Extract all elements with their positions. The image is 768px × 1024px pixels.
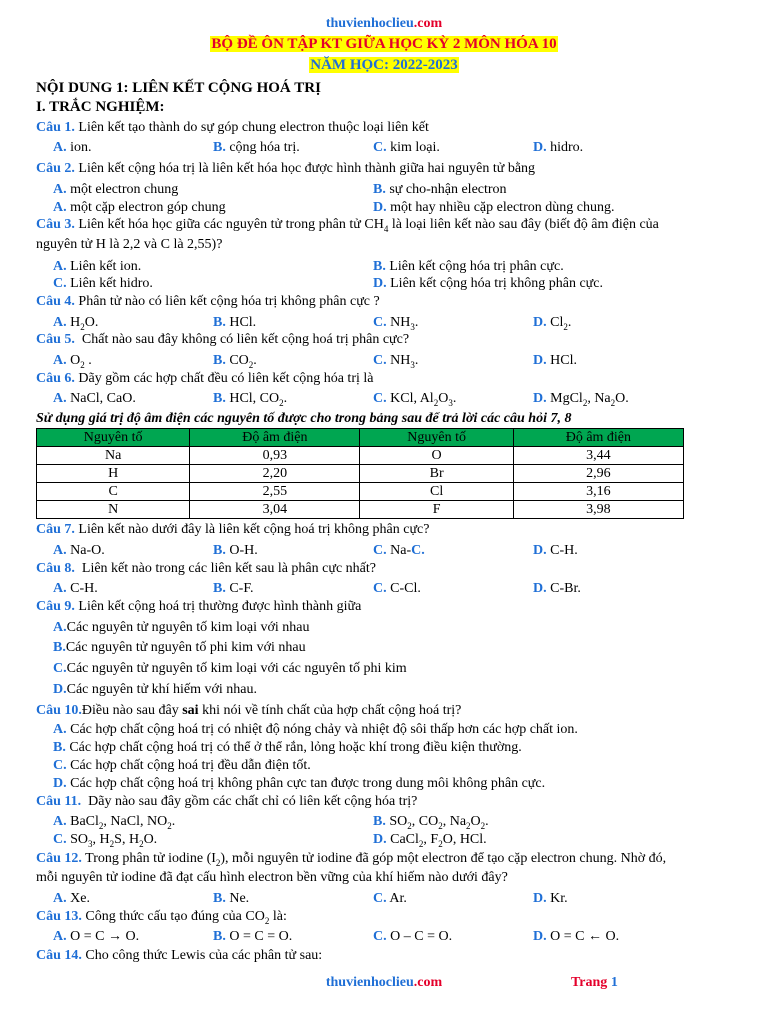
q6-option-d[interactable]: D. MgCl$_2$, $Na_2O$. bbox=[533, 391, 629, 408]
q8-option-d[interactable]: D. C-Br. bbox=[533, 581, 581, 596]
q8-option-c[interactable]: C. C-Cl. bbox=[373, 581, 421, 596]
q9-option-b[interactable]: B.Các nguyên tử nguyên tố phi kim với nhau bbox=[53, 640, 306, 655]
q10-option-d[interactable]: D. Các hợp chất cộng hoá trị không phân cực tan được trong dung môi không phân cực. bbox=[53, 776, 546, 791]
question-5: Câu 5. Chất nào sau đây không có liên kết cộng hoá trị phân cực? bbox=[36, 332, 410, 347]
table-cell: Br bbox=[360, 465, 513, 483]
q12-option-d[interactable]: D. Kr. bbox=[533, 891, 568, 906]
q3-option-c[interactable]: C. Liên kết hidro. bbox=[53, 276, 153, 291]
q3-option-d[interactable]: D. Liên kết cộng hóa trị không phân cực. bbox=[373, 276, 603, 291]
q4-option-c[interactable]: C. $NH_3$. bbox=[373, 315, 419, 332]
table-cell: H bbox=[37, 465, 190, 483]
q7-option-a[interactable]: A. Na-O. bbox=[53, 543, 105, 558]
question-14: Câu 14. Cho công thức Lewis của các phân tử sau: bbox=[36, 948, 323, 963]
site-name: thuvienhoclieu.com bbox=[325, 16, 443, 31]
table-cell: 3,44 bbox=[513, 447, 683, 465]
q11-option-c[interactable]: C. $SO_3$, $H_2S$, $H_2O$. bbox=[53, 832, 158, 849]
q12-option-c[interactable]: C. Ar. bbox=[373, 891, 407, 906]
question-4: Câu 4. Phân tử nào có liên kết cộng hóa trị không phân cực ? bbox=[36, 294, 380, 309]
table-row bbox=[37, 465, 684, 483]
q2-option-b[interactable]: B. sự cho-nhận electron bbox=[373, 182, 507, 197]
question-10: Câu 10.Điều nào sau đây sai khi nói về tính chất của hợp chất cộng hoá trị? bbox=[36, 703, 462, 718]
q10-option-c[interactable]: C. Các hợp chất cộng hoá trị đều dẫn điện tốt. bbox=[53, 758, 311, 773]
table-header-row bbox=[37, 429, 684, 447]
electronegativity-table bbox=[36, 428, 684, 519]
table-header: Nguyên tố bbox=[37, 429, 190, 447]
table-header: Độ âm điện bbox=[190, 429, 360, 447]
q10-option-a[interactable]: A. Các hợp chất cộng hoá trị có nhiệt độ nóng chảy và nhiệt độ sôi thấp hơn các hợp chất ion. bbox=[53, 722, 578, 737]
table-row bbox=[37, 447, 684, 465]
q12-option-a[interactable]: A. Xe. bbox=[53, 891, 90, 906]
q6-option-c[interactable]: C. KCl, $Al_2O_3$. bbox=[373, 391, 457, 408]
q2-option-d[interactable]: D. một hay nhiều cặp electron dùng chung. bbox=[373, 200, 615, 215]
question-8: Câu 8. Liên kết nào trong các liên kết sau là phân cực nhất? bbox=[36, 561, 376, 576]
question-7: Câu 7. Liên kết nào dưới đây là liên kết cộng hoá trị không phân cực? bbox=[36, 522, 430, 537]
q11-option-a[interactable]: A. BaCl$_2$, NaCl, $NO_2$. bbox=[53, 814, 176, 831]
question-11: Câu 11. Dãy nào sau đây gồm các chất chỉ có liên kết cộng hóa trị? bbox=[36, 794, 418, 809]
question-2: Câu 2. Liên kết cộng hóa trị là liên kết hóa học được hình thành giữa hai nguyên tử bằng bbox=[36, 161, 536, 176]
q5-option-a[interactable]: A. $O_2$ . bbox=[53, 353, 92, 370]
q13-option-d[interactable]: D. O = C ← O. bbox=[533, 929, 620, 944]
q8-option-a[interactable]: A. C-H. bbox=[53, 581, 98, 596]
q2-option-c[interactable]: A. một cặp electron góp chung bbox=[53, 200, 226, 215]
q9-option-c[interactable]: C.Các nguyên tử nguyên tố kim loại với các nguyên tố phi kim bbox=[53, 661, 407, 676]
document-title: BỘ ĐỀ ÔN TẬP KT GIỮA HỌC KỲ 2 MÔN HÓA 10 bbox=[211, 36, 557, 52]
table-cell: 3,98 bbox=[513, 501, 683, 519]
table-cell: F bbox=[360, 501, 513, 519]
q1-option-c[interactable]: C. kim loại. bbox=[373, 140, 440, 155]
footer-site-name: thuvienhoclieu.com bbox=[325, 975, 443, 990]
q2-option-a[interactable]: A. một electron chung bbox=[53, 182, 179, 197]
q9-option-d[interactable]: D.Các nguyên tử khí hiếm với nhau. bbox=[53, 682, 257, 697]
question-3-cont: nguyên tử H là 2,2 và C là 2,55)? bbox=[36, 237, 223, 252]
q13-option-b[interactable]: B. O = C = O. bbox=[213, 929, 293, 944]
q5-option-c[interactable]: C. $NH_3$. bbox=[373, 353, 419, 370]
table-header: Độ âm điện bbox=[513, 429, 683, 447]
table-cell: 2,55 bbox=[190, 483, 360, 501]
q9-option-a[interactable]: A.Các nguyên tử nguyên tố kim loại với nhau bbox=[53, 620, 310, 635]
q4-option-a[interactable]: A. $H_2O$. bbox=[53, 315, 99, 332]
table-cell: 3,16 bbox=[513, 483, 683, 501]
table-row bbox=[37, 501, 684, 519]
q6-option-a[interactable]: A. NaCl, CaO. bbox=[53, 391, 136, 406]
q1-option-a[interactable]: A. ion. bbox=[53, 140, 92, 155]
q5-option-b[interactable]: B. $CO_2$. bbox=[213, 353, 257, 370]
question-3: Câu 3. Liên kết hóa học giữa các nguyên tử trong phân tử $CH_4$ là loại liên kết nào sau đây (biết độ âm điện của bbox=[36, 217, 659, 234]
question-12: Câu 12. Trong phân tử iodine $(I_2)$, mỗi nguyên tử iodine đã góp một electron để tạo cặp electron chung. Nhờ đó, bbox=[36, 851, 667, 868]
q8-option-b[interactable]: B. C-F. bbox=[213, 581, 254, 596]
q5-option-d[interactable]: D. HCl. bbox=[533, 353, 577, 368]
table-cell: 0,93 bbox=[190, 447, 360, 465]
q1-option-b[interactable]: B. cộng hóa trị. bbox=[213, 140, 300, 155]
q13-option-a[interactable]: A. O = C → O. bbox=[53, 929, 140, 944]
table-cell: 2,96 bbox=[513, 465, 683, 483]
q11-option-d[interactable]: D. CaCl$_2$, $F_2O$, HCl. bbox=[373, 832, 487, 849]
table-cell: C bbox=[37, 483, 190, 501]
table-cell: Cl bbox=[360, 483, 513, 501]
school-year: NĂM HỌC: 2022-2023 bbox=[310, 57, 458, 73]
question-13: Câu 13. Công thức cấu tạo đúng của $CO_2$ là: bbox=[36, 909, 287, 926]
q13-option-c[interactable]: C. O – C = O. bbox=[373, 929, 453, 944]
q6-option-b[interactable]: B. HCl, $CO_2$. bbox=[213, 391, 288, 408]
q7-option-b[interactable]: B. O-H. bbox=[213, 543, 258, 558]
table-intro: Sử dụng giá trị độ âm điện các nguyên tố được cho trong bảng sau để trả lời các câu hỏi 7, 8 bbox=[36, 411, 572, 426]
q3-option-b[interactable]: B. Liên kết cộng hóa trị phân cực. bbox=[373, 259, 564, 274]
q3-option-a[interactable]: A. Liên kết ion. bbox=[53, 259, 142, 274]
question-12-cont: mỗi nguyên tử iodine đã đạt cấu hình electron bền vững của khí hiếm nào dưới đây? bbox=[36, 870, 508, 885]
page-number: Trang 1 bbox=[571, 975, 618, 990]
question-9: Câu 9. Liên kết cộng hoá trị thường được hình thành giữa bbox=[36, 599, 362, 614]
table-cell: 2,20 bbox=[190, 465, 360, 483]
table-row bbox=[37, 483, 684, 501]
q12-option-b[interactable]: B. Ne. bbox=[213, 891, 250, 906]
table-cell: 3,04 bbox=[190, 501, 360, 519]
content-heading: NỘI DUNG 1: LIÊN KẾT CỘNG HOÁ TRỊ bbox=[36, 80, 321, 96]
q7-option-c[interactable]: C. Na-C. bbox=[373, 543, 425, 558]
part-heading: I. TRẮC NGHIỆM: bbox=[36, 99, 165, 115]
question-1: Câu 1. Liên kết tạo thành do sự góp chung electron thuộc loại liên kết bbox=[36, 120, 429, 135]
table-cell: O bbox=[360, 447, 513, 465]
q7-option-d[interactable]: D. C-H. bbox=[533, 543, 578, 558]
q11-option-b[interactable]: B. $SO_2$, $CO_2$, $Na_2O_2$. bbox=[373, 814, 489, 831]
table-cell: Na bbox=[37, 447, 190, 465]
q4-option-d[interactable]: D. $Cl_2$. bbox=[533, 315, 572, 332]
table-header: Nguyên tố bbox=[360, 429, 513, 447]
q10-option-b[interactable]: B. Các hợp chất cộng hoá trị có thể ở thể rắn, lỏng hoặc khí trong điều kiện thường. bbox=[53, 740, 522, 755]
q1-option-d[interactable]: D. hidro. bbox=[533, 140, 584, 155]
question-6: Câu 6. Dãy gồm các hợp chất đều có liên kết cộng hóa trị là bbox=[36, 371, 374, 386]
q4-option-b[interactable]: B. HCl. bbox=[213, 315, 257, 330]
table-cell: N bbox=[37, 501, 190, 519]
